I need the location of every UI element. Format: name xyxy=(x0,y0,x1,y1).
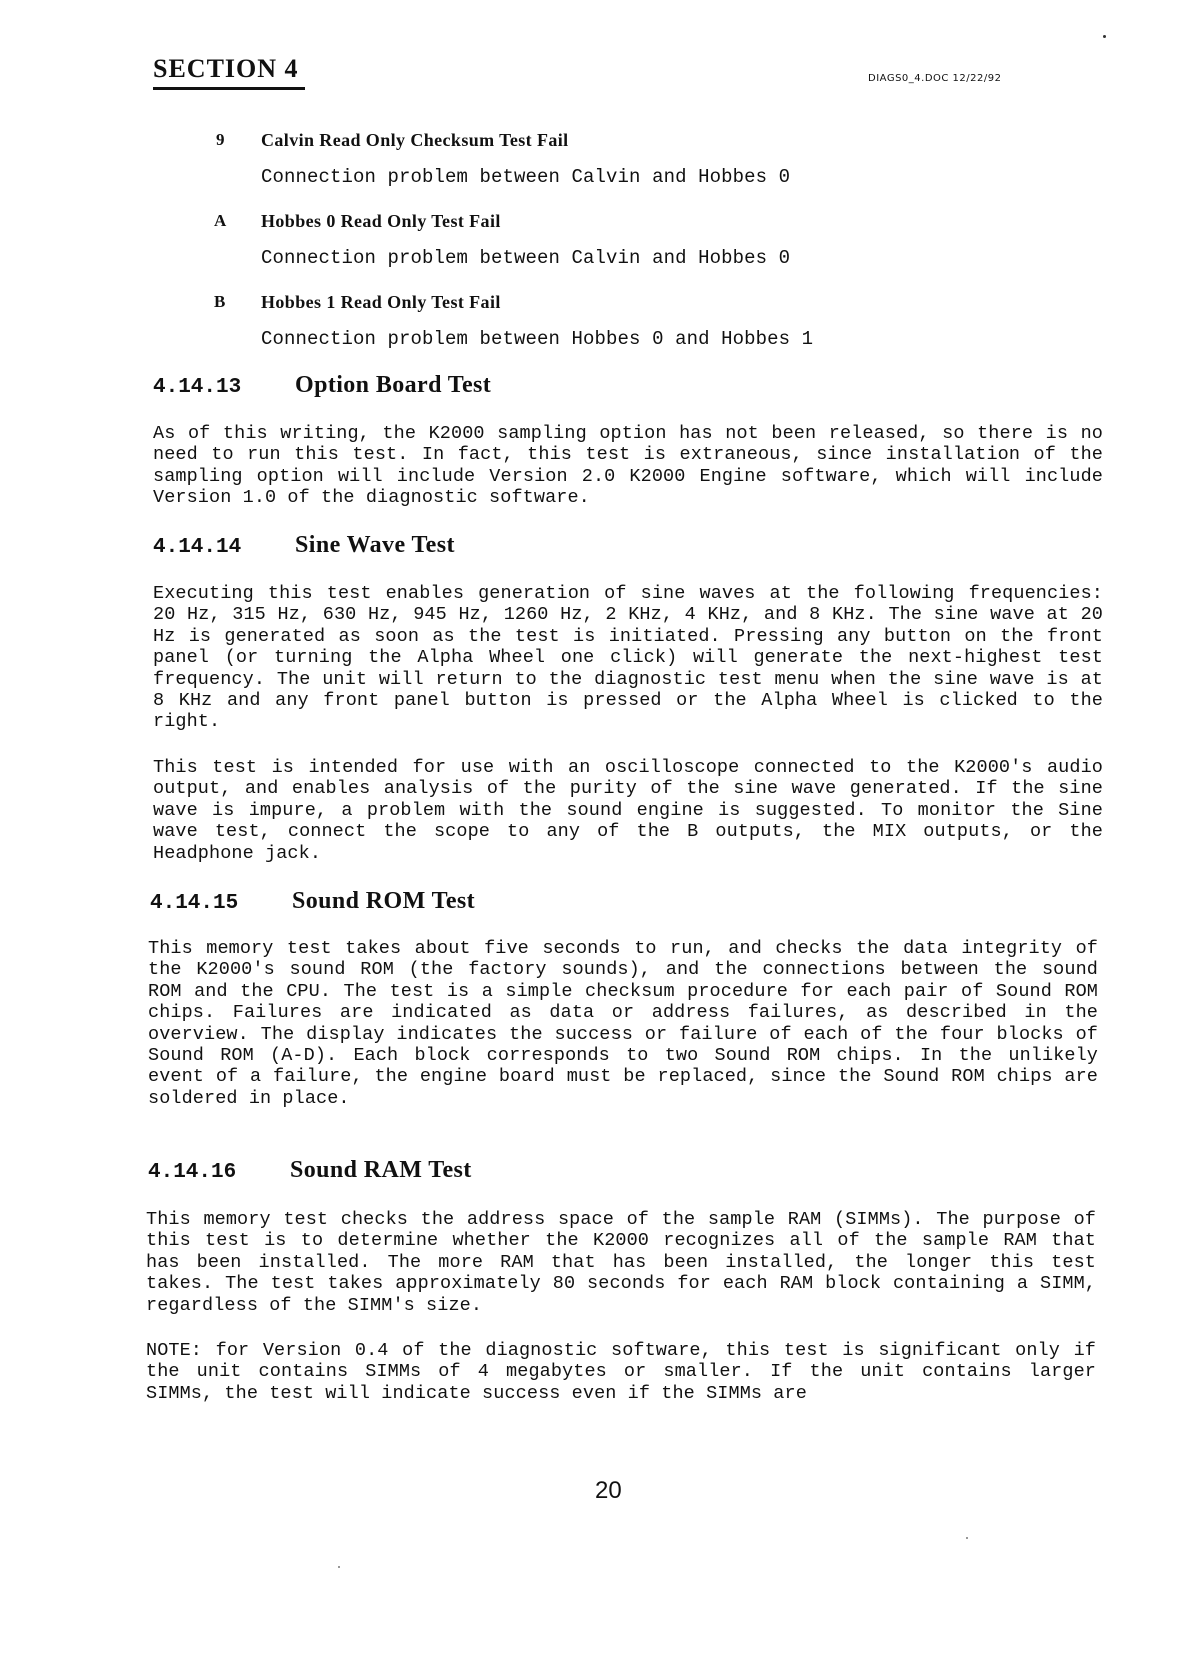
error-description: Connection problem between Calvin and Hobbes 0 xyxy=(261,247,791,269)
error-title: Hobbes 0 Read Only Test Fail xyxy=(261,211,501,231)
error-code: A xyxy=(214,211,227,230)
paragraph: This test is intended for use with an oscilloscope connected to the K2000's audio output, and enables analysis of the purity of the sine wave generated. If the sine wave is impure, a problem with the sound engine is suggested. To monitor the Sine wave test, connect the scope to any of the B outputs, the MIX outputs, or the Headphone jack. xyxy=(153,757,1103,864)
document-reference: DIAGS0_4.DOC 12/22/92 xyxy=(868,73,1002,84)
section-number: 4.14.16 xyxy=(148,1161,237,1184)
error-title: Calvin Read Only Checksum Test Fail xyxy=(261,130,569,150)
paragraph: As of this writing, the K2000 sampling option has not been released, so there is no need to run this test. In fact, this test is extraneous, since installation of the sampling option will include Version 2.0 K2000 Engine software, which will include Version 1.0 of the diagnostic software. xyxy=(153,423,1103,509)
section-heading-title: Sound ROM Test xyxy=(292,888,475,914)
error-description: Connection problem between Hobbes 0 and Hobbes 1 xyxy=(261,328,814,350)
paragraph: NOTE: for Version 0.4 of the diagnostic software, this test is significant only if the unit contains SIMMs of 4 megabytes or smaller. If the unit contains larger SIMMs, the test will indicate success even if the SIMMs are xyxy=(146,1340,1096,1404)
section-number: 4.14.13 xyxy=(153,376,242,399)
scan-speck xyxy=(1103,35,1106,38)
scan-speck xyxy=(338,1566,340,1568)
section-heading-title: Sound RAM Test xyxy=(290,1157,472,1183)
section-heading xyxy=(150,888,475,915)
section-heading xyxy=(153,532,455,559)
section-heading-title: Sine Wave Test xyxy=(295,532,455,558)
page-number: 20 xyxy=(595,1477,622,1504)
section-heading xyxy=(148,1157,472,1184)
section-heading xyxy=(153,372,491,399)
section-heading-title: Option Board Test xyxy=(295,372,492,398)
error-code: 9 xyxy=(216,130,225,149)
paragraph: This memory test takes about five seconds to run, and checks the data integrity of the K2000's sound ROM (the factory sounds), and the connections between the sound ROM and the CPU. The test is a simple checksum procedure for each pair of Sound ROM chips. Failures are indicated as data or address failures, as described in the overview. The display indicates the success or failure of each of the four blocks of Sound ROM (A-D). Each block corresponds to two Sound ROM chips. In the unlikely event of a failure, the engine board must be replaced, since the Sound ROM chips are soldered in place. xyxy=(148,938,1098,1109)
paragraph: Executing this test enables generation of sine waves at the following frequencies: 20 Hz, 315 Hz, 630 Hz, 945 Hz, 1260 Hz, 2 KHz, 4 KHz, and 8 KHz. The sine wave at 20 Hz is generated as soon as the test is initiated. Pressing any button on the front panel (or turning the Alpha Wheel one click) will generate the next-highest test frequency. The unit will return to the diagnostic test menu when the sine wave is at 8 KHz and any front panel button is pressed or the Alpha Wheel is clicked to the right. xyxy=(153,583,1103,733)
scan-speck xyxy=(966,1537,968,1539)
section-title-underline xyxy=(153,87,305,90)
error-description: Connection problem between Calvin and Hobbes 0 xyxy=(261,166,791,188)
section-title: SECTION 4 xyxy=(153,54,299,83)
paragraph: This memory test checks the address space of the sample RAM (SIMMs). The purpose of this test is to determine whether the K2000 recognizes all of the sample RAM that has been installed. The more RAM that has been installed, the longer this test takes. The test takes approximately 80 seconds for each RAM block containing a SIMM, regardless of the SIMM's size. xyxy=(146,1209,1096,1316)
error-code: B xyxy=(214,292,226,311)
section-number: 4.14.15 xyxy=(150,892,239,915)
section-number: 4.14.14 xyxy=(153,536,242,559)
error-title: Hobbes 1 Read Only Test Fail xyxy=(261,292,501,312)
